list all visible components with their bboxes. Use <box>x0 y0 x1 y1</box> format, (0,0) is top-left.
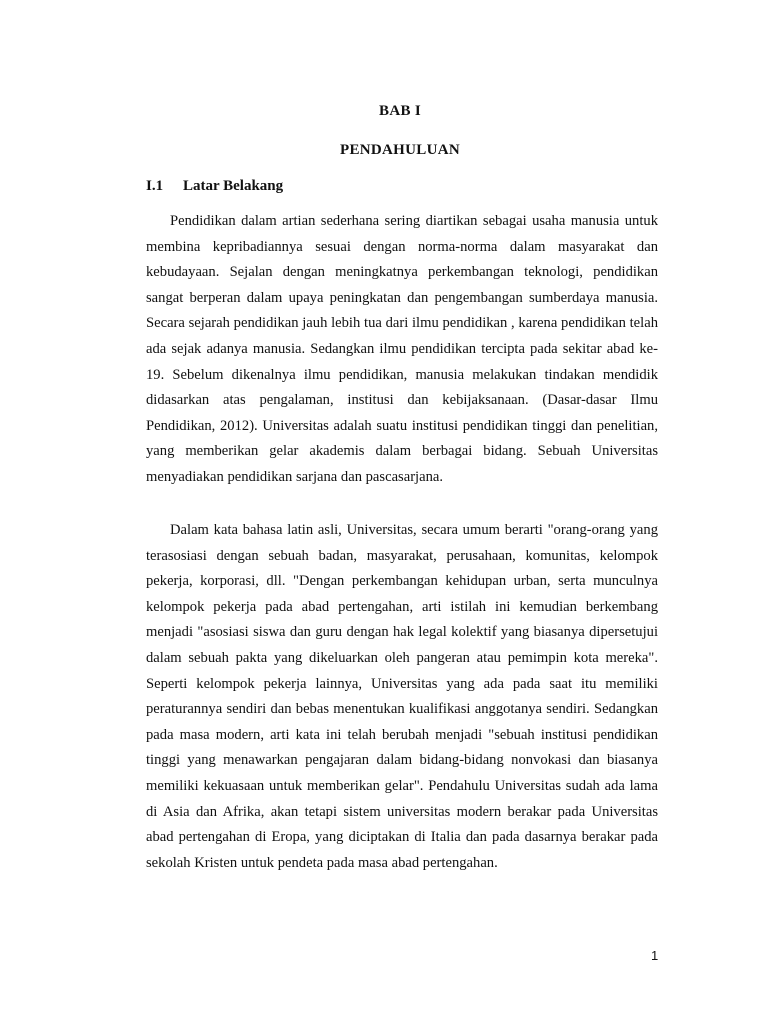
section-title: Latar Belakang <box>183 178 284 194</box>
paragraph-2: Dalam kata bahasa latin asli, Universitas, secara umum berarti "orang-orang yang terasosiasi dengan sebuah badan, masyarakat, perusahaan, komunitas, kelompok pekerja, korporasi, dll. "Dengan perkembangan kehidupan urban, serta munculnya kelompok pekerja pada abad pertengahan, arti istilah ini kemudian berkembang menjadi "asosiasi siswa dan guru dengan hak legal kolektif yang biasanya dipersetujui dalam sebuah pakta yang dikeluarkan oleh pangeran atau pemimpin kota mereka". Seperti kelompok pekerja lainnya, Universitas yang ada pada saat itu memiliki peraturannya sendiri dan bebas menentukan kualifikasi anggotanya sendiri. Sedangkan pada masa modern, arti kata ini telah berubah menjadi "sebuah institusi pendidikan tinggi yang menawarkan pengajaran dalam bidang-bidang nonvokasi dan biasanya memiliki kekuasaan untuk memberikan gelar". Pendahulu Universitas sudah ada lama di Asia dan Afrika, akan tetapi sistem universitas modern berakar pada Universitas abad pertengahan di Eropa, yang diciptakan di Italia dan pada dasarnya berakar pada sekolah Kristen untuk pendeta pada masa abad pertengahan. <box>146 522 658 871</box>
chapter-number: BAB I <box>379 103 421 119</box>
body-text-block-1 <box>146 209 658 491</box>
paragraph-1: Pendidikan dalam artian sederhana sering diartikan sebagai usaha manusia untuk membina kepribadiannya sesuai dengan norma-norma dalam masyarakat dan kebudayaan. Sejalan dengan meningkatnya perkembangan teknologi, pendidikan sangat berperan dalam upaya peningkatan dan pengembangan sumberdaya manusia. Secara sejarah pendidikan jauh lebih tua dari ilmu pendidikan , karena pendidikan telah ada sejak adanya manusia. Sedangkan ilmu pendidikan tercipta pada sekitar abad ke-19. Sebelum dikenalnya ilmu pendidikan, manusia melakukan tindakan mendidik didasarkan atas pengalaman, institusi dan kebijaksanaan. (Dasar-dasar Ilmu Pendidikan, 2012). Universitas adalah suatu institusi pendidikan tinggi dan penelitian, yang memberikan gelar akademis dalam berbagai bidang. Sebuah Universitas menyadiakan pendidikan sarjana dan pascasarjana. <box>146 213 658 485</box>
chapter-title: PENDAHULUAN <box>340 142 460 158</box>
section-number: I.1 <box>146 178 164 194</box>
section-heading <box>146 178 283 195</box>
page-number: 1 <box>651 948 659 963</box>
body-text-block-2 <box>146 518 658 876</box>
